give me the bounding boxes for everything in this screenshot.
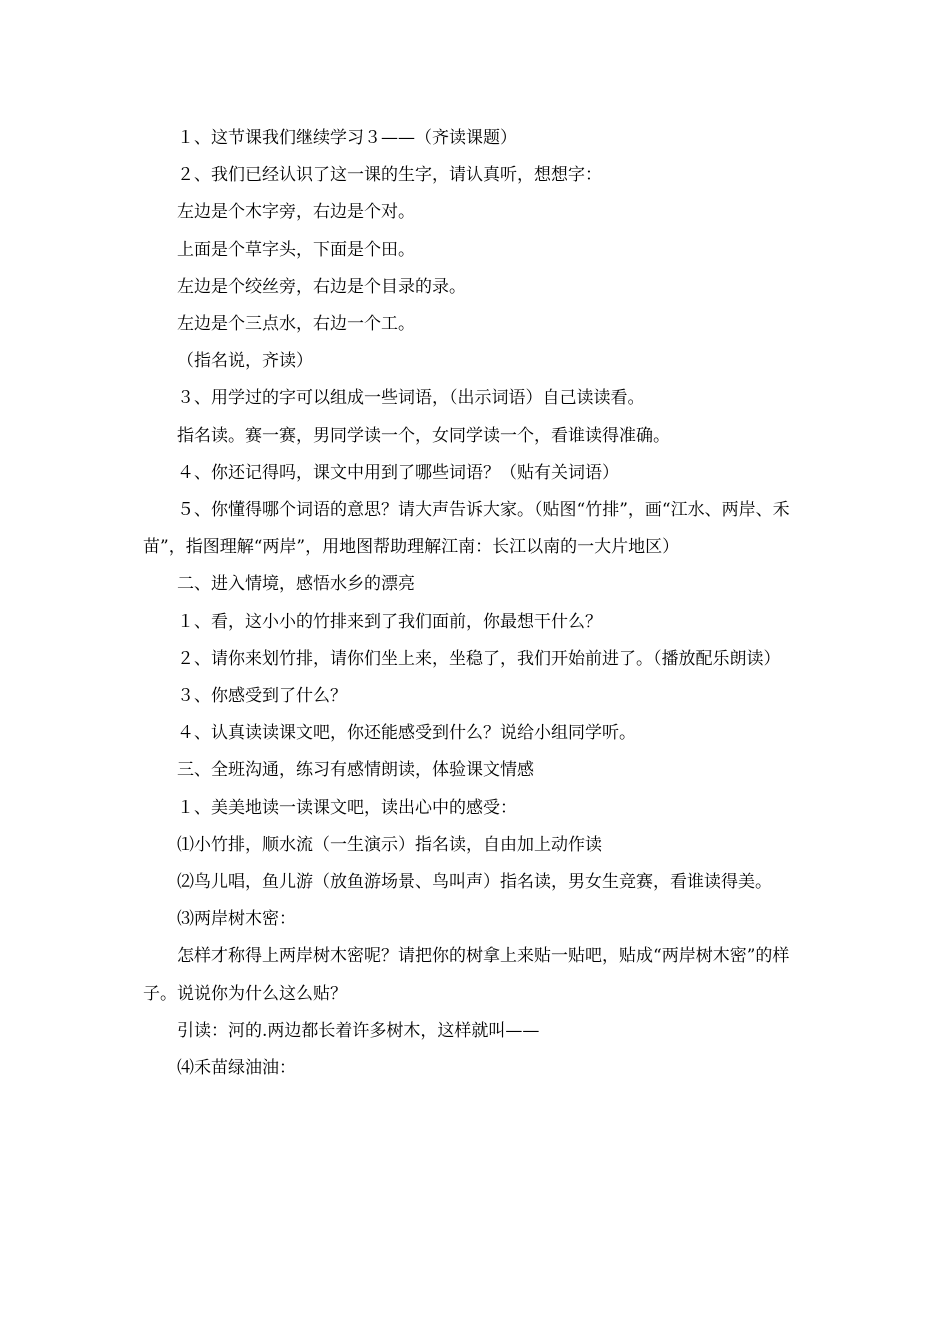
paragraph-16: ４、认真读读课文吧，你还能感受到什么？说给小组同学听。: [177, 723, 636, 744]
paragraph-19: ⑴小竹排，顺水流（一生演示）指名读，自由加上动作读: [177, 834, 602, 855]
paragraph-10: ４、你还记得吗，课文中用到了哪些词语？（贴有关词语）: [177, 462, 619, 483]
paragraph-18: １、美美地读一读课文吧，读出心中的感受：: [177, 797, 517, 818]
paragraph-20: ⑵鸟儿唱，鱼儿游（放鱼游场景、鸟叫声）指名读，男女生竞赛，看谁读得美。: [177, 872, 772, 893]
paragraph-21: ⑶两岸树木密：: [177, 909, 296, 930]
document-body: [143, 120, 813, 1087]
paragraph-6: 左边是个三点水，右边一个工。: [177, 314, 415, 335]
section-heading-3: 三、全班沟通，练习有感情朗读，体验课文情感: [177, 760, 534, 781]
paragraph-9: 指名读。赛一赛，男同学读一个，女同学读一个，看谁读得准确。: [177, 425, 670, 446]
paragraph-14: ２、请你来划竹排，请你们坐上来，坐稳了，我们开始前进了。（播放配乐朗读）: [177, 648, 781, 669]
paragraph-8: ３、用学过的字可以组成一些词语，（出示词语）自己读读看。: [177, 388, 645, 409]
paragraph-13: １、看，这小小的竹排来到了我们面前，你最想干什么？: [177, 611, 602, 632]
paragraph-2: ２、我们已经认识了这一课的生字，请认真听，想想字：: [177, 165, 602, 186]
paragraph-15: ３、你感受到了什么？: [177, 686, 347, 707]
paragraph-11: ５、你懂得哪个词语的意思？请大声告诉大家。（贴图“竹排”，画“江水、两岸、禾苗”，指图理解“两岸”，用地图帮助理解江南：长江以南的一大片地区）: [143, 500, 790, 558]
paragraph-3: 左边是个木字旁，右边是个对。: [177, 202, 415, 223]
paragraph-22: 怎样才称得上两岸树木密呢？请把你的树拿上来贴一贴吧，贴成“两岸树木密”的样子。说说你为什么这么贴？: [143, 946, 790, 1004]
paragraph-23: 引读：河的.两边都长着许多树木，这样就叫——: [177, 1020, 540, 1041]
paragraph-24: ⑷禾苗绿油油：: [177, 1058, 296, 1079]
paragraph-1: １、这节课我们继续学习３——（齐读课题）: [177, 128, 517, 148]
paragraph-4: 上面是个草字头，下面是个田。: [177, 239, 415, 260]
paragraph-7: （指名说，齐读）: [177, 351, 313, 372]
paragraph-5: 左边是个绞丝旁，右边是个目录的录。: [177, 276, 466, 297]
section-heading-2: 二、进入情境，感悟水乡的漂亮: [177, 574, 415, 595]
